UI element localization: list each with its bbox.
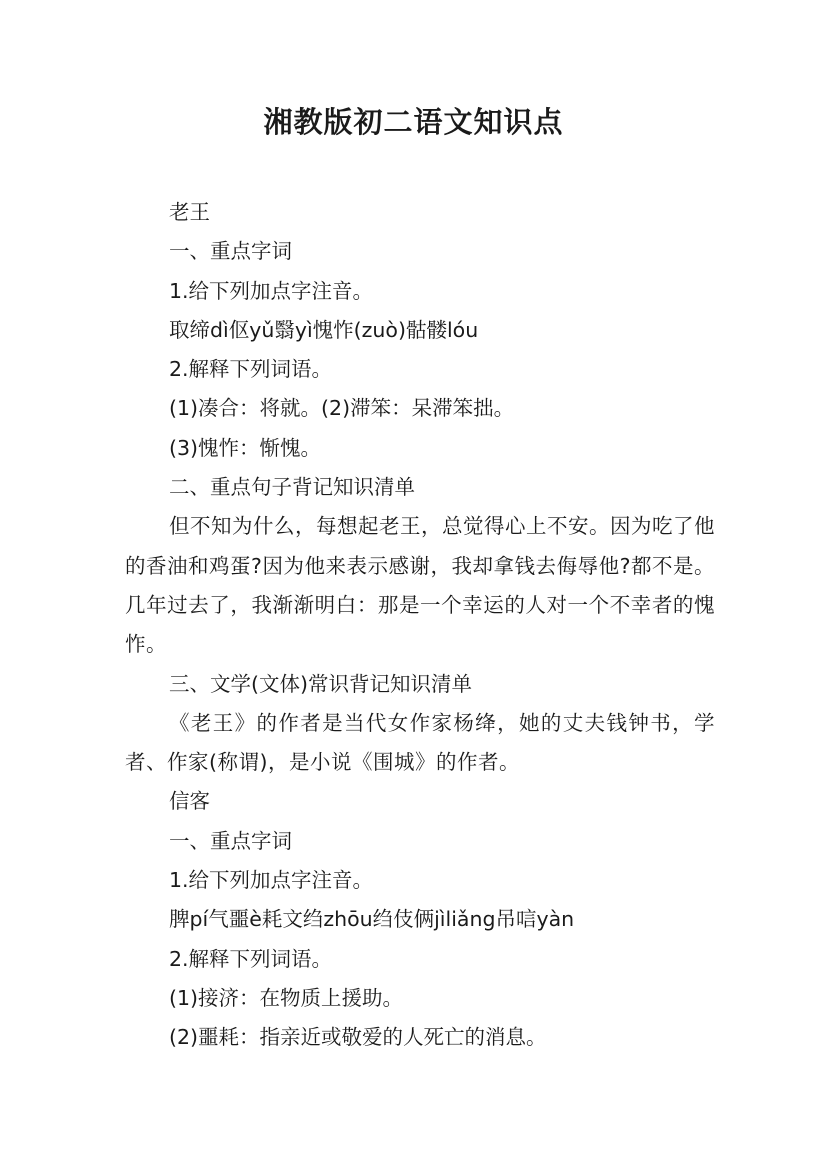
heading-key-words: 一、重点字词 [169, 828, 292, 853]
explanation-item: (2)噩耗：指亲近或敬爱的人死亡的消息。 [169, 1025, 547, 1050]
exercise-explain-heading: 2.解释下列词语。 [169, 357, 333, 382]
exercise-pinyin-heading: 1.给下列加点字注音。 [169, 278, 374, 303]
heading-key-words: 一、重点字词 [169, 239, 292, 264]
document-body [125, 193, 715, 1058]
section-title-laowang: 老王 [169, 200, 210, 224]
heading-literary-knowledge: 三、文学(文体)常识背记知识清单 [169, 671, 472, 696]
exercise-pinyin-heading: 1.给下列加点字注音。 [169, 868, 374, 893]
explanation-item: (1)接济：在物质上援助。 [169, 985, 404, 1010]
explanation-item: (1)凑合：将就。(2)滞笨：呆滞笨拙。 [169, 396, 515, 421]
pinyin-list: 脾pí气噩è耗文绉zhōu绉伎俩jìliǎng吊唁yàn [169, 907, 575, 932]
pinyin-list: 取缔dì伛yǔ翳yì愧怍(zuò)骷髅lóu [169, 317, 479, 342]
literary-knowledge-paragraph: 《老王》的作者是当代女作家杨绛，她的丈夫钱钟书，学者、作家(称谓)，是小说《围城》的作者。 [125, 710, 715, 775]
key-sentence-paragraph: 但不知为什么，每想起老王，总觉得心上不安。因为吃了他的香油和鸡蛋?因为他来表示感谢，我却拿钱去侮辱他?都不是。几年过去了，我渐渐明白：那是一个幸运的人对一个不幸者的愧怍。 [125, 514, 715, 657]
document-title: 湘教版初二语文知识点 [263, 105, 564, 139]
explanation-item: (3)愧怍：惭愧。 [169, 435, 322, 460]
exercise-explain-heading: 2.解释下列词语。 [169, 946, 333, 971]
heading-key-sentences: 二、重点句子背记知识清单 [169, 475, 415, 500]
section-title-xinke: 信客 [169, 789, 210, 814]
